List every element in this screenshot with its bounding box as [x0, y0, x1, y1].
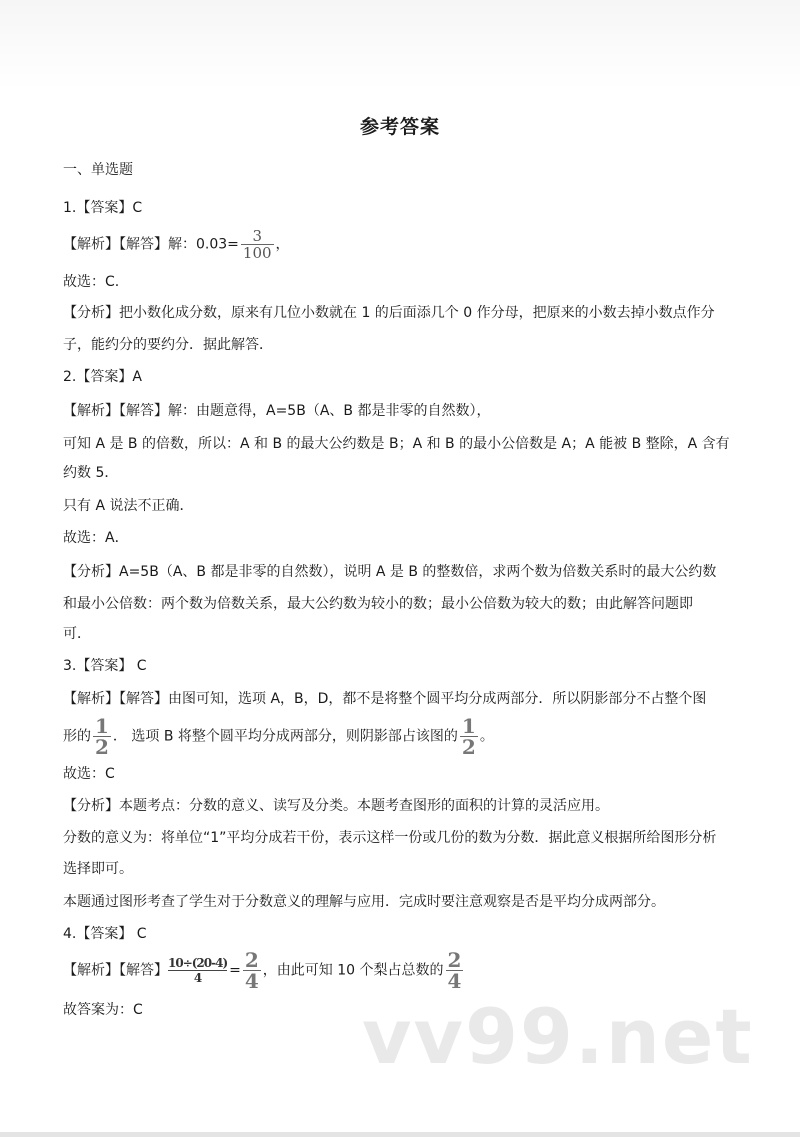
q4-analysis-mid: ，由此可知 10 个梨占总数的 [262, 962, 444, 979]
q3-fenxi-4: 本题通过图形考查了学生对于分数意义的理解与应用．完成时要注意观察是否是平均分成两部分。 [63, 894, 665, 910]
q3-fraction-1 [93, 716, 111, 757]
q4-handwritten-fraction [168, 956, 227, 985]
q2-fenxi-1: 【分析】A=5B（A、B 都是非零的自然数），说明 A 是 B 的整数倍，求两个数为倍数关系时的最大公约数 [63, 564, 717, 580]
q4-fraction-2 [446, 950, 464, 991]
q4-analysis [63, 950, 465, 991]
q4-hand-den: 4 [193, 971, 202, 985]
q3-fenxi-2: 分数的意义为：将单位“1”平均分成若干份，表示这样一份或几份的数为分数．据此意义根据所给图形分析 [63, 830, 717, 846]
q2-analysis-4: 只有 A 说法不正确． [63, 498, 194, 514]
q2-analysis-1: 【解析】【解答】解：由题意得，A=5B（A、B 都是非零的自然数）， [63, 403, 491, 419]
q4-frac-den: 4 [244, 969, 259, 993]
q3-analysis-1: 【解析】【解答】由图可知，选项 A，B，D，都不是将整个圆平均分成两部分．所以阴影部分不占整个图 [63, 691, 707, 707]
q1-analysis [63, 228, 290, 261]
q2-choice: 故选：A． [63, 530, 129, 546]
page-top-shade [0, 0, 800, 90]
q2-analysis-2: 可知 A 是 B 的倍数，所以：A 和 B 的最大公约数是 B；A 和 B 的最小公倍数是 A；A 能被 B 整除，A 含有 [63, 436, 730, 452]
q4-answer: 4.【答案】 C [63, 926, 147, 942]
page-title: 参考答案 [359, 116, 440, 138]
q4-choice: 故答案为：C [63, 1002, 143, 1018]
q3-frac-den: 2 [95, 735, 109, 759]
q2-fenxi-2: 和最小公倍数：两个数为倍数关系，最大公约数为较小的数；最小公倍数为较大的数；由此解答问题即 [63, 596, 693, 612]
q3-analysis-2a: 形的 [63, 728, 91, 745]
q1-frac-den: 100 [242, 244, 272, 262]
q3-frac2-den: 2 [461, 735, 476, 759]
q3-analysis-2 [63, 716, 494, 757]
q3-frac2-num: 1 [461, 714, 476, 738]
q3-analysis-2c: 。 [479, 728, 494, 745]
section-heading: 一、单选题 [63, 162, 133, 178]
q2-fenxi-3: 可． [63, 626, 91, 642]
q4-analysis-prefix: 【解析】【解答】 [63, 962, 168, 979]
q4-frac2-den: 4 [447, 969, 462, 993]
q1-fenxi-1: 【分析】把小数化成分数，原来有几位小数就在 1 的后面添几个 0 作分母，把原来的小数去掉小数点作分 [63, 305, 715, 321]
q1-fraction [241, 228, 274, 261]
q3-choice: 故选：C [63, 766, 115, 782]
q1-fenxi-2: 子，能约分的要约分．据此解答． [63, 337, 273, 353]
q1-answer: 1.【答案】C [63, 200, 143, 216]
q3-analysis-2b: ． 选项 B 将整个圆平均分成两部分，则阴影部占该图的 [112, 728, 458, 745]
q3-fraction-2 [460, 716, 478, 757]
q4-frac2-num: 2 [447, 948, 462, 972]
q1-analysis-prefix: 【解析】【解答】解：0.03= [63, 236, 239, 253]
page-bottom-edge [0, 1132, 800, 1137]
q4-fraction-1 [243, 950, 261, 991]
q1-choice: 故选：C. [63, 274, 120, 290]
q4-frac-num: 2 [244, 948, 259, 972]
watermark: vv99.net [362, 992, 754, 1081]
q1-frac-num: 3 [252, 227, 262, 245]
q3-fenxi-3: 选择即可。 [63, 861, 133, 877]
q2-answer: 2.【答案】A [63, 369, 142, 385]
q1-analysis-suffix: ， [275, 236, 290, 253]
q2-analysis-3: 约数 5． [63, 465, 119, 481]
q3-fenxi-1: 【分析】本题考点：分数的意义、读写及分类。本题考查图形的面积的计算的灵活应用。 [63, 798, 609, 814]
q4-equals: = [229, 962, 241, 979]
q3-answer: 3.【答案】 C [63, 658, 147, 674]
q4-hand-num: 10÷(20-4) [168, 956, 228, 970]
q3-frac-num: 1 [95, 714, 109, 738]
